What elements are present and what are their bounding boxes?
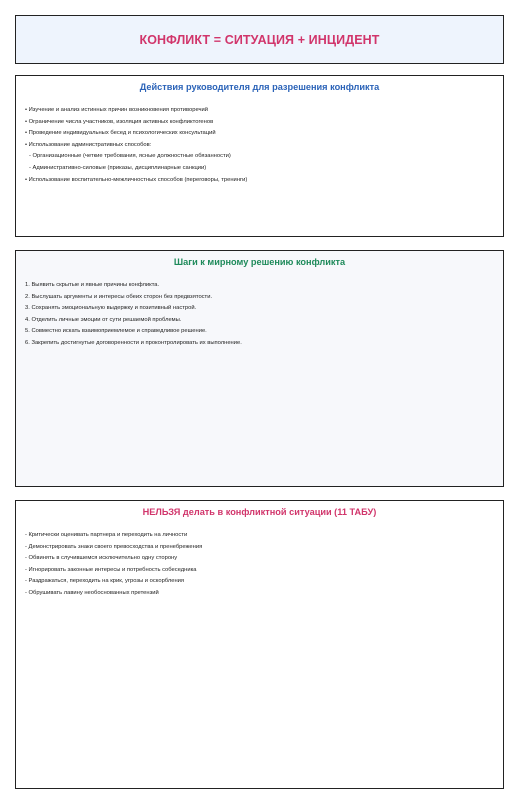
- list-item: 2. Выслушать аргументы и интересы обеих сторон без предвзятости.: [25, 293, 213, 300]
- header-panel: [15, 15, 504, 64]
- page-title: КОНФЛИКТ = СИТУАЦИЯ + ИНЦИДЕНТ: [139, 32, 380, 47]
- list-item: 3. Сохранять эмоциональную выдержку и позитивный настрой.: [25, 305, 197, 312]
- list-item: • Проведение индивидуальных бесед и психологических консультаций: [25, 130, 216, 137]
- list-item: - Обвинять в случившемся исключительно одну сторону: [25, 555, 178, 562]
- list-item: - Раздражаться, переходить на крик, угрозы и оскорбления: [25, 578, 185, 585]
- actions-list: [25, 105, 503, 186]
- list-item: - Игнорировать законные интересы и потребность собеседника: [25, 566, 197, 573]
- forbidden-list: [25, 530, 503, 600]
- list-item: • Использование административных способов:: [25, 141, 152, 148]
- list-item: 6. Закрепить достигнутые договоренности и проконтролировать их выполнение.: [25, 339, 242, 346]
- actions-panel: [15, 75, 504, 237]
- list-item: • Ограничение числа участников, изоляция активных конфликтогенов: [25, 118, 214, 125]
- list-item: - Административно-силовые (приказы, дисциплинарные санкции): [29, 164, 207, 171]
- list-item: 4. Отделить личные эмоции от сути решаемой проблемы.: [25, 316, 182, 323]
- forbidden-panel: [15, 500, 504, 789]
- list-item: 1. Выявить скрытые и явные причины конфликта.: [25, 282, 160, 288]
- steps-list: [25, 280, 503, 350]
- list-item: • Использование воспитательно-межличностных способов (переговоры, тренинги): [25, 176, 248, 183]
- steps-title: Шаги к мирному решению конфликта: [173, 257, 346, 267]
- list-item: - Организационные (четкие требования, ясные должностные обязанности): [29, 153, 231, 160]
- list-item: - Критически оценивать партнера и переходить на личности: [25, 532, 188, 538]
- forbidden-title: НЕЛЬЗЯ делать в конфликтной ситуации (11 ТАБУ): [142, 507, 377, 517]
- actions-title: Действия руководителя для разрешения конфликта: [139, 82, 380, 92]
- list-item: - Обрушивать лавину необоснованных претензий: [25, 589, 159, 596]
- list-item: - Демонстрировать знаки своего превосходства и пренебрежения: [25, 543, 203, 550]
- list-item: 5. Совместно искать взаимоприемлемое и справедливое решение.: [25, 328, 207, 335]
- steps-panel: [15, 250, 504, 487]
- list-item: • Изучение и анализ истинных причин возникновения противоречий: [25, 107, 208, 113]
